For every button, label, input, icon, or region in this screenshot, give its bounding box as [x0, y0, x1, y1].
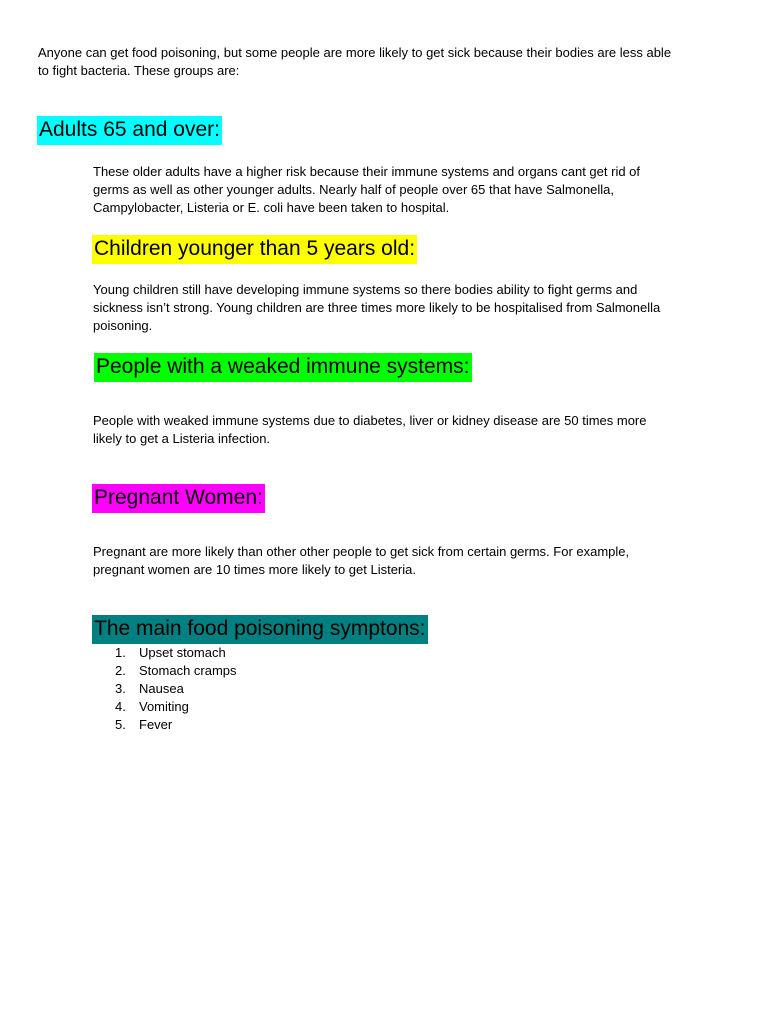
list-item-text: Upset stomach	[139, 645, 226, 660]
heading-symptoms: The main food poisoning symptons:	[92, 615, 428, 644]
list-item	[93, 716, 237, 734]
list-item	[93, 680, 237, 698]
list-item-number: 4.	[115, 699, 126, 714]
heading-adults-65: Adults 65 and over:	[37, 116, 222, 145]
list-item-text: Vomiting	[139, 699, 189, 714]
list-item-text: Nausea	[139, 681, 184, 696]
list-item-text: Stomach cramps	[139, 663, 237, 678]
list-item-number: 5.	[115, 717, 126, 732]
heading-children-under-5: Children younger than 5 years old:	[92, 235, 417, 264]
list-item	[93, 644, 237, 662]
list-item-number: 2.	[115, 663, 126, 678]
list-item-number: 3.	[115, 681, 126, 696]
paragraph-adults-65: These older adults have a higher risk because their immune systems and organs cant get rid of germs as well as other younger adults. Nearly half of people over 65 that have Salmonella, Campylobacter, Listeria or E. coli have been taken to hospital.	[93, 164, 641, 215]
heading-weakened-immune: People with a weaked immune systems:	[94, 353, 472, 382]
heading-pregnant-women: Pregnant Women:	[92, 484, 265, 513]
paragraph-pregnant-women: Pregnant are more likely than other other people to get sick from certain germs. For example, pregnant women are 10 times more likely to get Listeria.	[93, 544, 630, 577]
list-item-number: 1.	[115, 645, 126, 660]
list-item-text: Fever	[139, 717, 173, 732]
paragraph-weakened-immune: People with weaked immune systems due to diabetes, liver or kidney disease are 50 times more likely to get a Listeria infection.	[93, 413, 647, 446]
list-item	[93, 662, 237, 680]
symptoms-list	[93, 644, 237, 734]
intro-paragraph: Anyone can get food poisoning, but some people are more likely to get sick because their bodies are less able to fight bacteria. These groups are:	[38, 45, 672, 78]
paragraph-children-under-5: Young children still have developing immune systems so there bodies ability to fight germs and sickness isn’t strong. Young children are three times more likely to be hospitalised from Salmonella poisoning.	[93, 282, 661, 333]
list-item	[93, 698, 237, 716]
